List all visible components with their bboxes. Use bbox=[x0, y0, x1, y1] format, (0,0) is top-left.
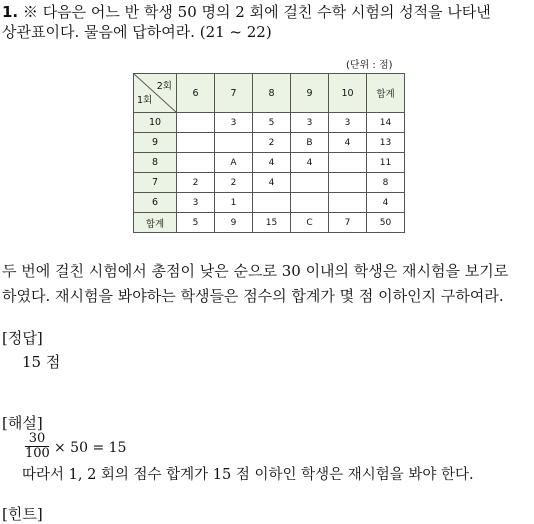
table-total-row bbox=[134, 213, 405, 233]
question-line-2: 상관표이다. 물음에 답하여라. (21 ~ 22) bbox=[2, 23, 272, 41]
question-line-1 bbox=[2, 3, 491, 21]
table-cell: 3 bbox=[329, 113, 367, 133]
col-header-total: 합계 bbox=[367, 74, 405, 113]
table-cell: 3 bbox=[291, 113, 329, 133]
col-header: 6 bbox=[177, 74, 215, 113]
col-header: 8 bbox=[253, 74, 291, 113]
table-cell bbox=[329, 153, 367, 173]
table-cell bbox=[177, 133, 215, 153]
col-header: 7 bbox=[215, 74, 253, 113]
row-header: 10 bbox=[134, 113, 177, 133]
table-cell: C bbox=[291, 213, 329, 233]
row-header: 9 bbox=[134, 133, 177, 153]
table-cell: 2 bbox=[253, 133, 291, 153]
table-cell: 7 bbox=[329, 213, 367, 233]
table-cell: 11 bbox=[367, 153, 405, 173]
row-header: 6 bbox=[134, 193, 177, 213]
prompt-line-1: 두 번에 걸친 시험에서 총점이 낮은 순으로 30 이내의 학생은 재시험을 보기로 bbox=[2, 262, 509, 280]
corner-label-first: 1회 bbox=[137, 95, 153, 106]
solution-label: [해설] bbox=[2, 414, 43, 432]
table-cell bbox=[291, 173, 329, 193]
table-cell bbox=[177, 153, 215, 173]
question-number: 1. bbox=[2, 3, 19, 21]
table-cell: 4 bbox=[367, 193, 405, 213]
table-cell: 8 bbox=[367, 173, 405, 193]
table-cell: A bbox=[215, 153, 253, 173]
table-cell bbox=[215, 133, 253, 153]
row-header: 7 bbox=[134, 173, 177, 193]
table-cell: 13 bbox=[367, 133, 405, 153]
solution-text: 따라서 1, 2 회의 점수 합계가 15 점 이하인 학생은 재시험을 봐야 한다. bbox=[22, 467, 474, 483]
table-cell: 4 bbox=[329, 133, 367, 153]
table-row bbox=[134, 173, 405, 193]
hint-label: [힌트] bbox=[2, 505, 43, 523]
corner-label-second: 2회 bbox=[156, 81, 172, 92]
solution-fraction bbox=[25, 432, 49, 461]
col-header: 9 bbox=[291, 74, 329, 113]
table-cell: 50 bbox=[367, 213, 405, 233]
table-cell: 4 bbox=[253, 153, 291, 173]
prompt-line-2: 하였다. 재시험을 봐야하는 학생들은 점수의 합계가 몇 점 이하인지 구하여라. bbox=[2, 287, 504, 305]
row-header-total: 합계 bbox=[134, 213, 177, 233]
answer-value: 15 점 bbox=[22, 353, 61, 371]
fraction-denominator: 100 bbox=[25, 446, 50, 461]
table-cell: 2 bbox=[177, 173, 215, 193]
table-cell: 9 bbox=[215, 213, 253, 233]
table-row bbox=[134, 153, 405, 173]
table-cell: 1 bbox=[215, 193, 253, 213]
table-cell: 15 bbox=[253, 213, 291, 233]
question-text-1: ※ 다음은 어느 반 학생 50 명의 2 회에 걸친 수학 시험의 성적을 나타낸 bbox=[22, 3, 491, 21]
correlation-table bbox=[133, 73, 405, 233]
solution-equation: × 50 = 15 bbox=[54, 440, 127, 456]
table-cell bbox=[329, 173, 367, 193]
table-cell: 3 bbox=[215, 113, 253, 133]
row-header: 8 bbox=[134, 153, 177, 173]
table-cell: 5 bbox=[177, 213, 215, 233]
table-row bbox=[134, 133, 405, 153]
table-cell: 4 bbox=[291, 153, 329, 173]
table-cell bbox=[177, 113, 215, 133]
table-cell bbox=[291, 193, 329, 213]
table-cell: 2 bbox=[215, 173, 253, 193]
table-cell bbox=[329, 193, 367, 213]
table-cell: 14 bbox=[367, 113, 405, 133]
table-header-row bbox=[134, 74, 405, 113]
table-cell: 4 bbox=[253, 173, 291, 193]
table-cell: 5 bbox=[253, 113, 291, 133]
table-cell: 3 bbox=[177, 193, 215, 213]
table-row bbox=[134, 113, 405, 133]
answer-label: [정답] bbox=[2, 329, 43, 347]
table-corner-cell bbox=[134, 74, 177, 113]
col-header: 10 bbox=[329, 74, 367, 113]
table-row bbox=[134, 193, 405, 213]
table-cell: B bbox=[291, 133, 329, 153]
table-cell bbox=[253, 193, 291, 213]
table-unit: (단위 : 점) bbox=[346, 60, 393, 71]
fraction-numerator: 30 bbox=[28, 431, 46, 446]
